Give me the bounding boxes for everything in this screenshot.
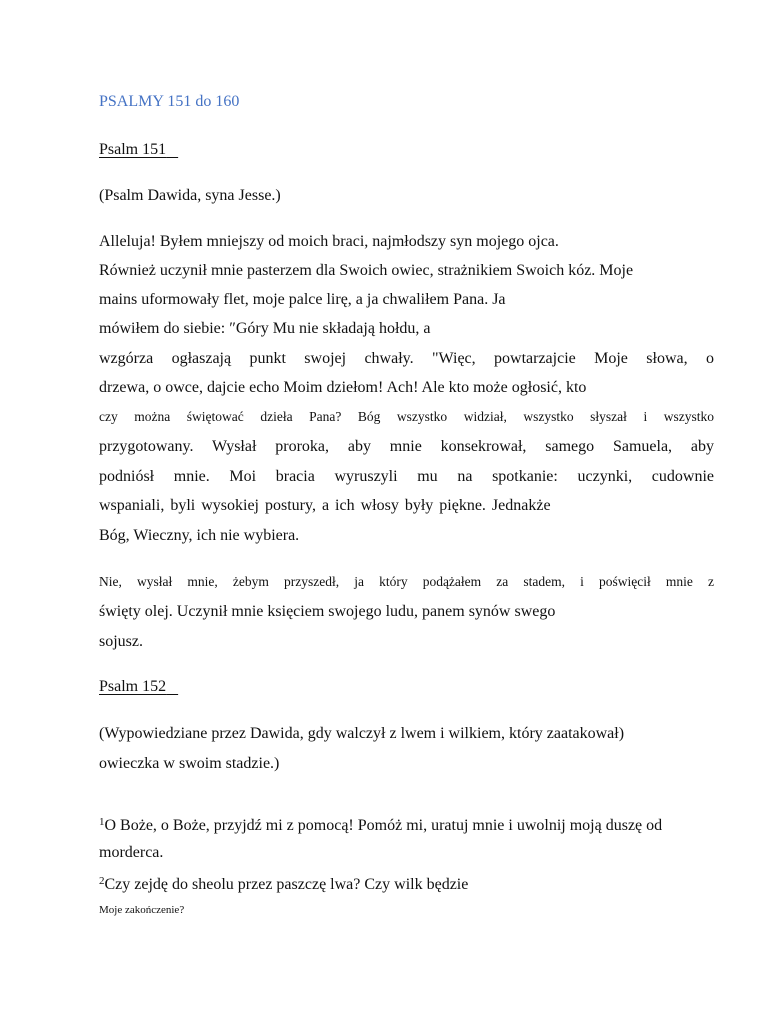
psalm-152-subtitle-line: owieczka w swoim stadzie.)	[99, 755, 280, 772]
psalm-152-heading-text: Psalm 152	[99, 678, 167, 695]
psalm-151-line: Bóg, Wieczny, ich nie wybiera.	[99, 527, 300, 544]
psalm-152-heading	[99, 678, 178, 696]
psalm-151-line: wzgórza ogłaszają punkt swojej chwały. "Więc, powtarzajcie Moje słowa, o	[99, 350, 714, 367]
psalm-152-verse-1	[99, 812, 662, 836]
psalm-152-verse-2	[99, 871, 468, 895]
psalm-151-heading-underline-pad	[166, 141, 178, 158]
psalm-151-line: drzewa, o owce, dajcie echo Moim dziełom! Ach! Ale kto może ogłosić, kto	[99, 379, 587, 396]
psalm-152-heading-underline-pad	[166, 678, 178, 695]
psalm-151-line: sojusz.	[99, 633, 143, 650]
psalm-151-line: Alleluja! Byłem mniejszy od moich braci, najmłodszy syn mojego ojca.	[99, 233, 559, 250]
psalm-152-verse-1-continuation: morderca.	[99, 844, 164, 861]
verse-text: Czy zejdę do sheolu przez paszczę lwa? Czy wilk będzie	[104, 876, 469, 893]
psalm-151-line: mówiłem do siebie: ″Góry Mu nie składają hołdu, a	[99, 320, 431, 337]
psalm-151-subtitle: (Psalm Dawida, syna Jesse.)	[99, 187, 281, 204]
verse-number: 1	[99, 816, 105, 828]
psalm-152-verse-2-continuation: Moje zakończenie?	[99, 904, 185, 916]
verse-number: 2	[99, 875, 105, 887]
psalm-151-line: mains uformowały flet, moje palce lirę, a ja chwaliłem Pana. Ja	[99, 291, 506, 308]
psalm-151-heading-text: Psalm 151	[99, 141, 167, 158]
verse-text: O Boże, o Boże, przyjdź mi z pomocą! Pomóż mi, uratuj mnie i uwolnij moją duszę od	[104, 817, 663, 834]
psalm-152-subtitle-line: (Wypowiedziane przez Dawida, gdy walczył z lwem i wilkiem, który zaatakował)	[99, 725, 625, 742]
document-title: PSALMY 151 do 160	[99, 93, 240, 110]
psalm-151-line: Nie, wysłał mnie, żebym przyszedł, ja który podążałem za stadem, i poświęcił mnie z	[99, 574, 714, 589]
psalm-151-line: święty olej. Uczynił mnie księciem swojego ludu, panem synów swego	[99, 603, 556, 620]
psalm-151-line: podniósł mnie. Moi bracia wyruszyli mu na spotkanie: uczynki, cudownie	[99, 468, 714, 485]
psalm-151-line: Również uczynił mnie pasterzem dla Swoich owiec, strażnikiem Swoich kóz. Moje	[99, 262, 634, 279]
psalm-151-line: przygotowany. Wysłał proroka, aby mnie konsekrował, samego Samuela, aby	[99, 438, 714, 455]
psalm-151-line: czy można świętować dzieła Pana? Bóg wszystko widział, wszystko słyszał i wszystko	[99, 409, 714, 424]
psalm-151-line: wspaniali, byli wysokiej postury, a ich włosy były piękne. Jednakże	[99, 497, 551, 514]
psalm-151-heading	[99, 141, 178, 159]
